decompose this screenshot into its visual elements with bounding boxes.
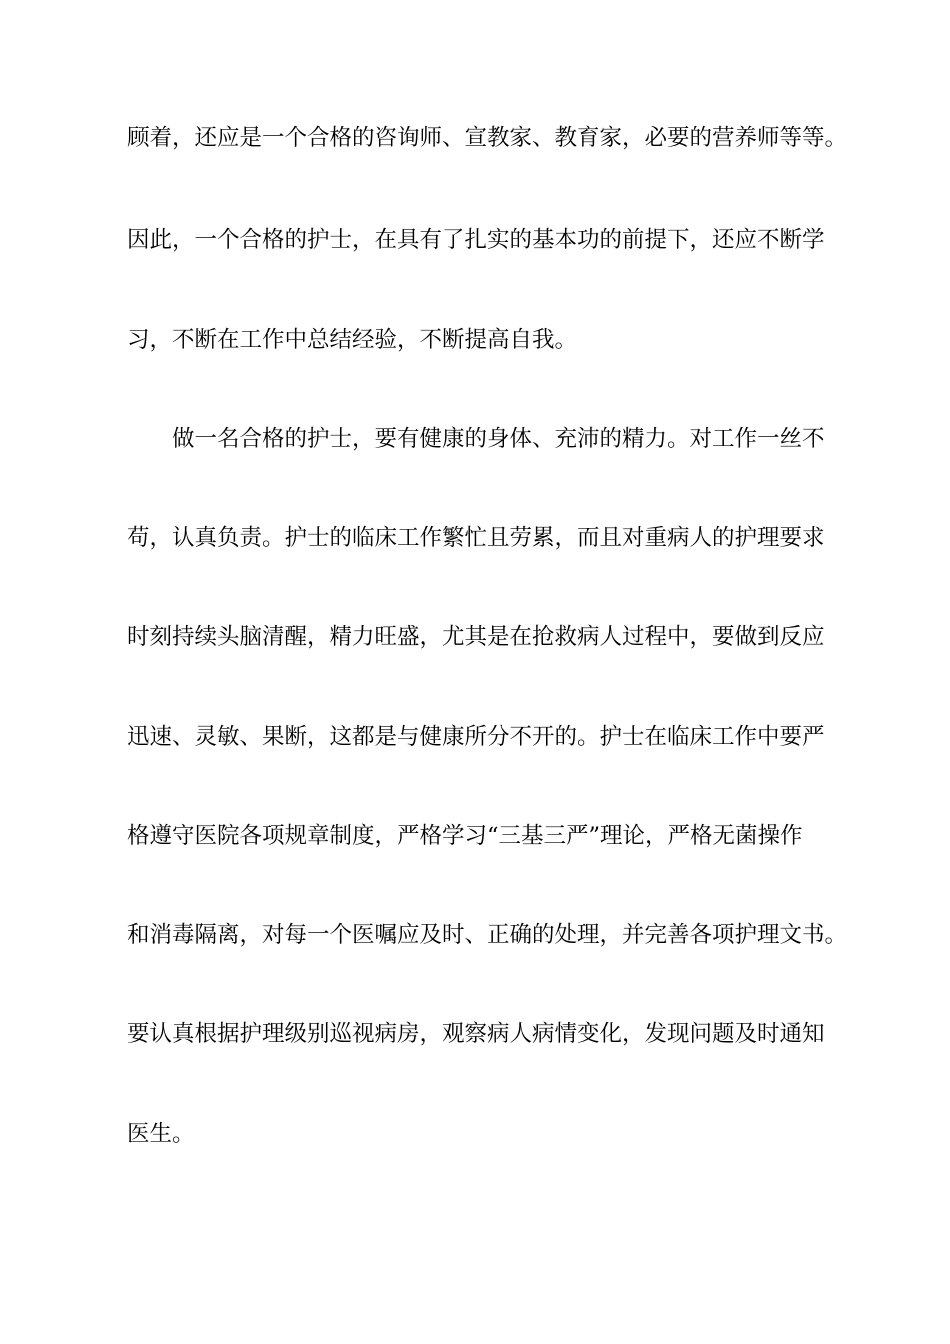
paragraph-line: 做一名合格的护士，要有健康的身体、充沛的精力。对工作一丝不 xyxy=(172,426,825,452)
paragraph-line: 医生。 xyxy=(127,1121,195,1147)
paragraph-line: 因此，一个合格的护士，在具有了扎实的基本功的前提下，还应不断学 xyxy=(127,227,825,253)
paragraph-line: 苟，认真负责。护士的临床工作繁忙且劳累，而且对重病人的护理要求 xyxy=(127,525,825,551)
paragraph-line: 习，不断在工作中总结经验，不断提高自我。 xyxy=(127,327,578,353)
paragraph-line: 时刻持续头脑清醒，精力旺盛，尤其是在抢救病人过程中，要做到反应 xyxy=(127,624,825,650)
paragraph-line: 顾着，还应是一个合格的咨询师、宣教家、教育家，必要的营养师等等。 xyxy=(127,125,848,151)
paragraph-line: 格遵守医院各项规章制度，严格学习“三基三严”理论，严格无菌操作 xyxy=(127,823,803,849)
paragraph-line: 和消毒隔离，对每一个医嘱应及时、正确的处理，并完善各项护理文书。 xyxy=(127,922,848,948)
paragraph-line: 要认真根据护理级别巡视病房，观察病人病情变化，发现问题及时通知 xyxy=(127,1021,825,1047)
paragraph-line: 迅速、灵敏、果断，这都是与健康所分不开的。护士在临床工作中要严 xyxy=(127,724,825,750)
